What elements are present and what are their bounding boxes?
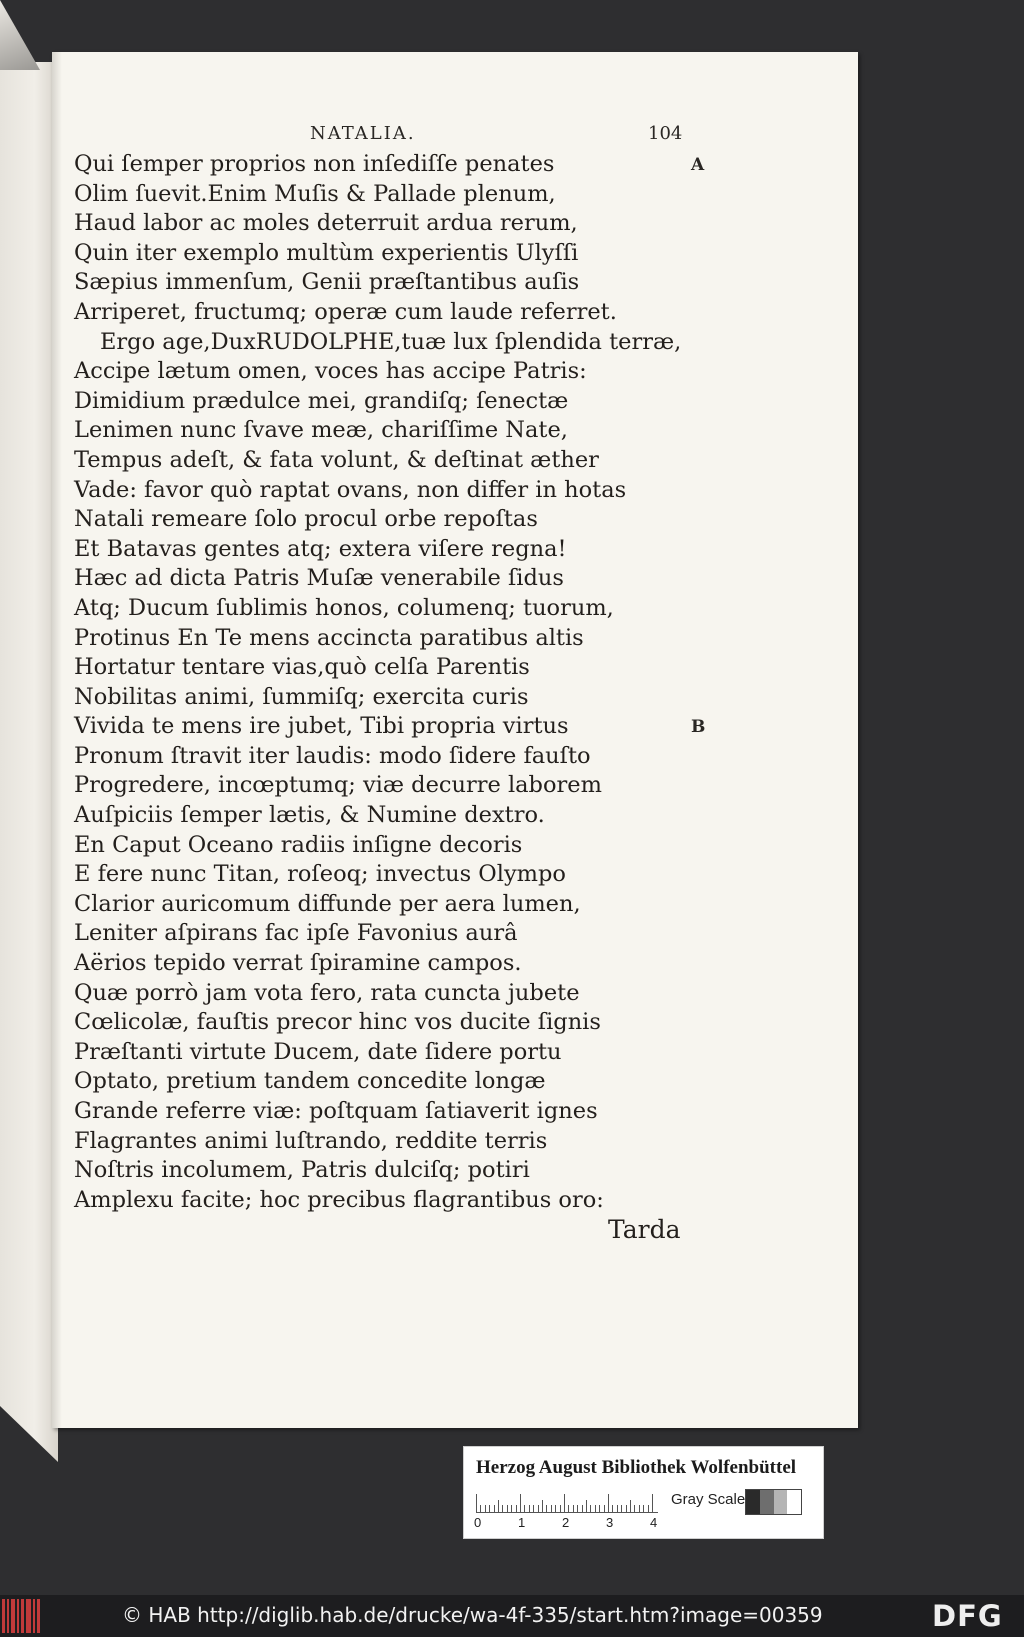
verse-line: Quin iter exemplo multùm experientis Ulyſſi	[74, 239, 579, 266]
ruler-tick	[568, 1505, 569, 1512]
verse-line: Dimidium prædulce mei, grandiſq; ſenectæ	[74, 387, 569, 414]
ruler-tick	[582, 1505, 583, 1512]
grayscale-swatch	[774, 1490, 788, 1514]
verse-line: Optato, pretium tandem concedite longæ	[74, 1068, 546, 1095]
grayscale-label: Gray Scale	[671, 1491, 746, 1508]
verse-line: Qui ſemper proprios non inſediſſe penates	[74, 151, 555, 177]
verse-line: Vade: favor quò raptat ovans, non differ in hotas	[74, 476, 627, 503]
barcode-bar	[11, 1599, 15, 1633]
verse-line: Amplexu facite; hoc precibus flagrantibus oro:	[74, 1186, 604, 1213]
barcode-icon	[2, 1599, 46, 1633]
verse-line: Nobilitas animi, ſummiſq; exercita curis	[74, 683, 529, 710]
grayscale-swatches	[745, 1489, 802, 1515]
ruler-tick	[533, 1505, 534, 1512]
ruler-tick	[511, 1505, 512, 1512]
margin-marker-b: B	[691, 717, 706, 737]
grayscale-swatch	[746, 1490, 760, 1514]
ruler-tick	[520, 1494, 521, 1512]
ruler-tick	[590, 1505, 591, 1512]
verse-line: Progredere, incœptumq; viæ decurre laborem	[74, 772, 602, 799]
verse-line: Flagrantes animi luſtrando, reddite terris	[74, 1127, 548, 1154]
verse-line: En Caput Oceano radiis inſigne decoris	[74, 831, 523, 858]
barcode-bar	[26, 1599, 31, 1633]
barcode-bar	[37, 1599, 40, 1633]
page-number: 104	[648, 123, 683, 144]
verse-line: Auſpiciis ſemper lætis, & Numine dextro.	[74, 802, 545, 829]
verse-line: Atq; Ducum ſublimis honos, columenq; tuorum,	[74, 594, 614, 621]
ruler-tick	[634, 1505, 635, 1512]
ruler-tick	[612, 1505, 613, 1512]
ruler-tick	[564, 1494, 565, 1512]
verse-line: Sæpius immenſum, Genii præſtantibus auſis	[74, 269, 580, 296]
verse-line: Arriperet, fructumq; operæ cum laude referret.	[74, 298, 617, 325]
ruler-number: 2	[562, 1515, 570, 1530]
grayscale-swatch	[760, 1490, 774, 1514]
verse-line: Lenimen nunc ſvave meæ, chariſſime Nate,	[74, 417, 568, 444]
ruler-tick	[480, 1505, 481, 1512]
ruler-tick	[573, 1505, 574, 1512]
verse-line: Et Batavas gentes atq; extera viſere regna!	[74, 535, 567, 562]
ruler-tick	[617, 1505, 618, 1512]
color-scale-card	[463, 1446, 824, 1539]
barcode-bar	[21, 1599, 24, 1633]
ruler-tick	[577, 1505, 578, 1512]
ruler-number: 3	[606, 1515, 614, 1530]
verse-line: Præſtanti virtute Ducem, date ſidere portu	[74, 1038, 562, 1065]
dfg-logo: DFG	[932, 1599, 1003, 1633]
ruler-tick	[551, 1505, 552, 1512]
ruler-number: 4	[650, 1515, 658, 1530]
ruler-tick	[516, 1505, 517, 1512]
ruler-tick	[498, 1500, 499, 1512]
ruler-tick	[643, 1505, 644, 1512]
ruler-tick	[630, 1500, 631, 1512]
ruler-tick	[586, 1500, 587, 1512]
grayscale-swatch	[787, 1490, 801, 1514]
ruler-tick	[542, 1500, 543, 1512]
ruler-tick	[502, 1505, 503, 1512]
ruler-tick	[599, 1505, 600, 1512]
ruler-tick	[652, 1494, 653, 1512]
ruler-tick	[560, 1505, 561, 1512]
ruler-tick	[608, 1494, 609, 1512]
ruler-tick	[555, 1505, 556, 1512]
verse-line: Grande referre viæ: poſtquam ſatiaverit ignes	[74, 1098, 598, 1124]
verse-line: Quæ porrò jam vota fero, rata cuncta jubete	[74, 979, 580, 1006]
verse-line: Clarior auricomum diffunde per aera lumen,	[74, 890, 581, 917]
verse-line: E fere nunc Titan, roſeoq; invectus Olympo	[74, 861, 566, 888]
barcode-bar	[33, 1599, 35, 1633]
verse-text	[74, 150, 682, 1215]
verse-line: Noſtris incolumem, Patris dulciſq; potiri	[74, 1157, 530, 1184]
ruler-number: 1	[518, 1515, 526, 1530]
verse-line: Pronum ſtravit iter laudis: modo ſidere fauſto	[74, 742, 591, 769]
ruler-tick	[621, 1505, 622, 1512]
ruler	[476, 1489, 658, 1513]
ruler-tick	[529, 1505, 530, 1512]
verse-line: Hortatur tentare vias,quò celſa Parentis	[74, 654, 530, 681]
ruler-tick	[538, 1505, 539, 1512]
ruler-tick	[524, 1505, 525, 1512]
verse-line: Haud labor ac moles deterruit ardua rerum,	[74, 210, 578, 237]
ruler-tick	[476, 1494, 477, 1512]
verse-line: Hæc ad dicta Patris Muſæ venerabile ſidus	[74, 565, 564, 592]
ruler-tick	[494, 1505, 495, 1512]
ruler-tick	[626, 1505, 627, 1512]
verse-line: Olim ſuevit.Enim Muſis & Pallade plenum,	[74, 180, 556, 207]
ruler-number: 0	[474, 1515, 482, 1530]
ruler-tick	[595, 1505, 596, 1512]
barcode-bar	[17, 1599, 19, 1633]
ruler-tick	[507, 1505, 508, 1512]
footer-bar	[0, 1595, 1024, 1637]
margin-marker-a: A	[691, 155, 705, 175]
running-head: NATALIA.	[310, 123, 416, 144]
verse-line: Natali remeare ſolo procul orbe repoſtas	[74, 506, 538, 533]
ruler-tick	[546, 1505, 547, 1512]
copyright-url[interactable]: © HAB http://diglib.hab.de/drucke/wa-4f-335/start.htm?image=00359	[122, 1603, 823, 1627]
ruler-tick	[489, 1505, 490, 1512]
ruler-tick	[639, 1505, 640, 1512]
verse-line: Aërios tepido verrat ſpiramine campos.	[74, 950, 522, 977]
gutter-shadow	[52, 52, 62, 1428]
library-name: Herzog August Bibliothek Wolfenbüttel	[476, 1457, 797, 1478]
verse-line: Vivida te mens ire jubet, Tibi propria virtus	[74, 713, 569, 740]
ruler-tick	[485, 1505, 486, 1512]
verse-line: Ergo age,DuxRUDOLPHE,tuæ lux ſplendida terræ,	[100, 328, 682, 355]
ruler-tick	[604, 1505, 605, 1512]
facing-page-edge	[0, 62, 58, 1462]
verse-line: Cœlicolæ, fauſtis precor hinc vos ducite ſignis	[74, 1009, 601, 1036]
verse-line: Accipe lætum omen, voces has accipe Patris:	[74, 358, 587, 385]
catchword: Tarda	[608, 1215, 681, 1244]
barcode-bar	[2, 1599, 5, 1633]
verse-line: Tempus adeſt, & fata volunt, & deſtinat æther	[74, 446, 599, 473]
barcode-bar	[7, 1599, 9, 1633]
verse-line: Protinus En Te mens accincta paratibus altis	[74, 624, 584, 651]
ruler-tick	[648, 1505, 649, 1512]
verse-line: Leniter aſpirans fac ipſe Favonius aurâ	[74, 920, 518, 947]
